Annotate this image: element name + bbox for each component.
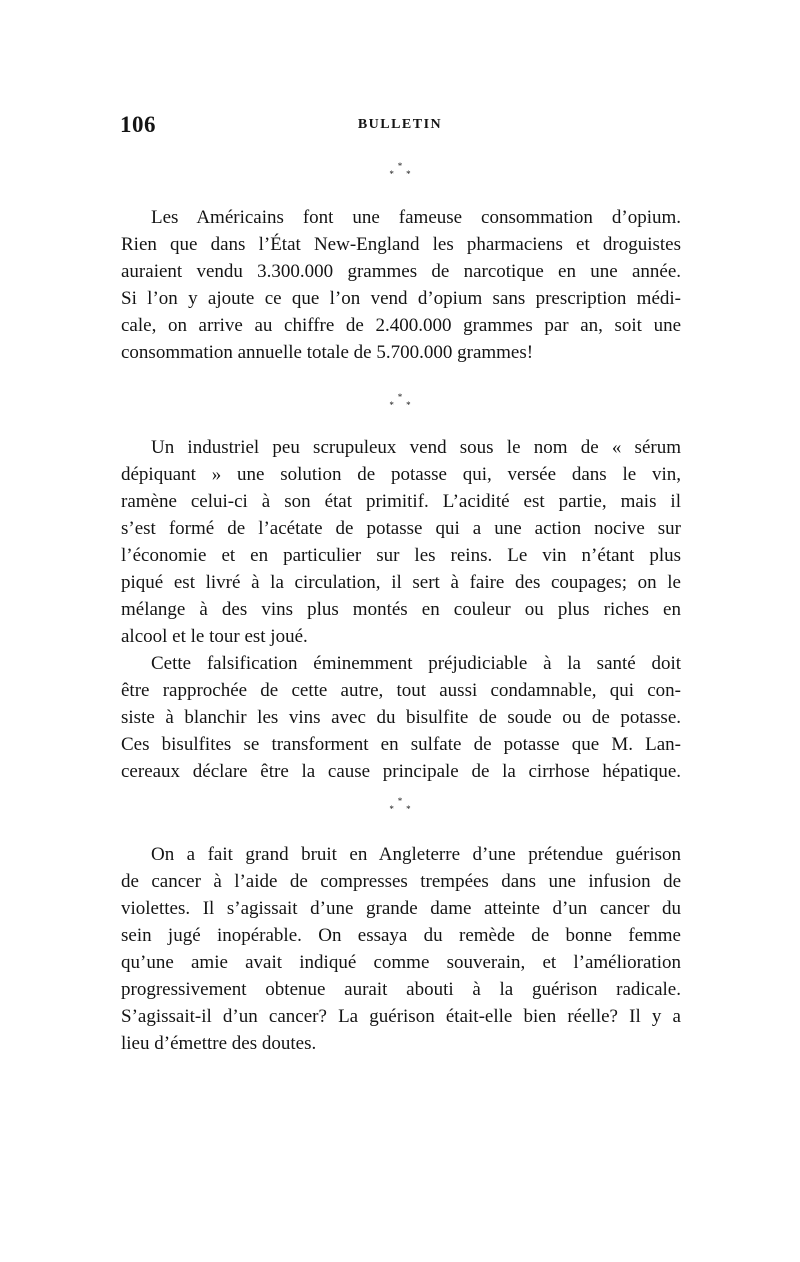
paragraph-opium <box>121 204 681 366</box>
section-separator <box>0 393 800 409</box>
text-line: Ces bisulfites se transforment en sulfate de potasse que M. Lan- <box>121 734 681 755</box>
separator-stars-bottom: * * <box>389 804 416 814</box>
text-line: s’est formé de l’acétate de potasse qui a une action nocive sur <box>121 518 681 539</box>
section-separator <box>0 162 800 178</box>
paragraph-serum-depiquant <box>121 434 681 785</box>
running-title: BULLETIN <box>357 117 443 132</box>
separator-star-top: * <box>397 161 403 171</box>
text-line: Cette falsification éminemment préjudiciable à la santé doit <box>151 653 681 674</box>
text-line: sein jugé inopérable. On essaya du remède de bonne femme <box>121 925 681 946</box>
text-line: lieu d’émettre des doutes. <box>121 1033 317 1054</box>
text-line: alcool et le tour est joué. <box>121 626 308 647</box>
text-line: Si l’on y ajoute ce que l’on vend d’opium sans prescription médi- <box>121 288 681 309</box>
text-line: l’économie et en particulier sur les reins. Le vin n’étant plus <box>121 545 681 566</box>
separator-star-top: * <box>397 392 403 402</box>
text-line: être rapprochée de cette autre, tout aussi condamnable, qui con- <box>121 680 681 701</box>
text-line: ramène celui-ci à son état primitif. L’acidité est partie, mais il <box>121 491 681 512</box>
text-line: S’agissait-il d’un cancer? La guérison était-elle bien réelle? Il y a <box>121 1006 681 1027</box>
text-line: cereaux déclare être la cause principale de la cirrhose hépatique. <box>121 761 681 782</box>
separator-star-top: * <box>397 796 403 806</box>
separator-stars-bottom: * * <box>389 169 416 179</box>
text-line: consommation annuelle totale de 5.700.000 grammes! <box>121 342 534 363</box>
text-line: Rien que dans l’État New-England les pharmaciens et droguistes <box>121 234 681 255</box>
text-line: siste à blanchir les vins avec du bisulfite de soude ou de potasse. <box>121 707 681 728</box>
text-line: Un industriel peu scrupuleux vend sous le nom de « sérum <box>151 437 681 458</box>
page-number: 106 <box>120 112 156 137</box>
text-line: violettes. Il s’agissait d’une grande dame atteinte d’un cancer du <box>121 898 681 919</box>
text-line: On a fait grand bruit en Angleterre d’une prétendue guérison <box>151 844 681 865</box>
text-line: progressivement obtenue aurait abouti à la guérison radicale. <box>121 979 681 1000</box>
section-separator <box>0 797 800 813</box>
text-line: cale, on arrive au chiffre de 2.400.000 grammes par an, soit une <box>121 315 681 336</box>
text-line: mélange à des vins plus montés en couleur ou plus riches en <box>121 599 681 620</box>
text-line: dépiquant » une solution de potasse qui, versée dans le vin, <box>121 464 681 485</box>
text-line: qu’une amie avait indiqué comme souverain, et l’amélioration <box>121 952 681 973</box>
paragraph-cancer-violettes <box>121 841 681 1057</box>
text-line: Les Américains font une fameuse consommation d’opium. <box>151 207 681 228</box>
text-line: auraient vendu 3.300.000 grammes de narcotique en une année. <box>121 261 681 282</box>
text-line: piqué est livré à la circulation, il sert à faire des coupages; on le <box>121 572 681 593</box>
separator-stars-bottom: * * <box>389 400 416 410</box>
text-line: de cancer à l’aide de compresses trempées dans une infusion de <box>121 871 681 892</box>
